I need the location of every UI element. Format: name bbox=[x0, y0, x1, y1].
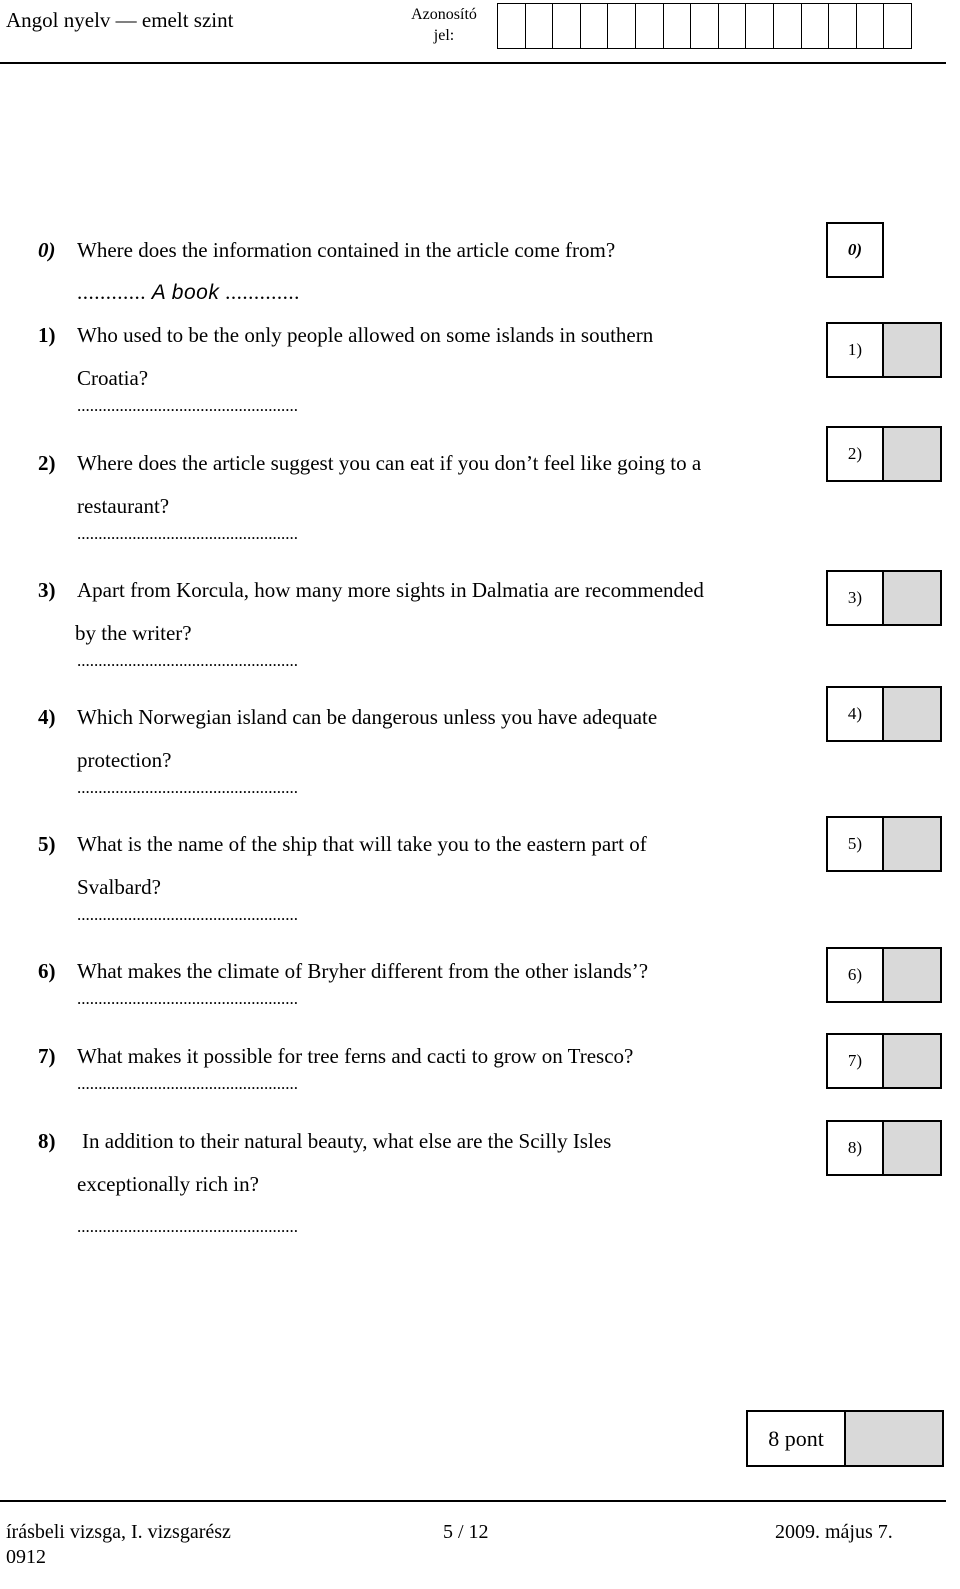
question-text-cont: restaurant? bbox=[77, 494, 170, 518]
question-5 bbox=[38, 830, 798, 924]
score-field[interactable] bbox=[884, 816, 942, 872]
score-field[interactable] bbox=[884, 322, 942, 378]
question-text-cont: protection? bbox=[77, 748, 172, 772]
question-text: Which Norwegian island can be dangerous unless you have adequate bbox=[77, 705, 658, 729]
id-box[interactable] bbox=[607, 3, 636, 49]
score-box-8 bbox=[826, 1120, 942, 1176]
score-box-6 bbox=[826, 947, 942, 1003]
footer-page-number: 5 / 12 bbox=[443, 1521, 489, 1543]
question-text: Who used to be the only people allowed on some islands in southern bbox=[77, 323, 654, 347]
id-box[interactable] bbox=[690, 3, 719, 49]
score-label: 2) bbox=[826, 426, 884, 482]
score-field[interactable] bbox=[884, 686, 942, 742]
score-label: 0) bbox=[826, 222, 884, 278]
score-label: 8) bbox=[826, 1120, 884, 1176]
id-box[interactable] bbox=[497, 3, 526, 49]
answer-line[interactable]: .................................................... bbox=[77, 1074, 298, 1093]
score-label: 5) bbox=[826, 816, 884, 872]
score-label: 7) bbox=[826, 1033, 884, 1089]
question-7 bbox=[38, 1042, 798, 1093]
id-box[interactable] bbox=[773, 3, 802, 49]
question-text: Where does the information contained in the article come from? bbox=[77, 238, 616, 262]
total-points-label: 8 pont bbox=[746, 1410, 846, 1467]
id-box[interactable] bbox=[801, 3, 830, 49]
id-label: Azonosító jel: bbox=[411, 6, 477, 44]
answer-dots: ............ bbox=[77, 280, 146, 304]
id-box[interactable] bbox=[828, 3, 857, 49]
question-text: Where does the article suggest you can eat if you don’t feel like going to a bbox=[77, 451, 702, 475]
id-box[interactable] bbox=[580, 3, 609, 49]
total-points-box bbox=[746, 1410, 944, 1467]
answer-line[interactable]: .................................................... bbox=[77, 778, 298, 797]
question-text-cont: exceptionally rich in? bbox=[77, 1172, 259, 1196]
answer-dots: ............. bbox=[225, 280, 300, 304]
answer-line[interactable]: .................................................... bbox=[77, 1217, 298, 1236]
question-1 bbox=[38, 321, 798, 415]
question-number: 6) bbox=[38, 959, 56, 983]
score-box-2 bbox=[826, 426, 942, 482]
question-text-cont: Croatia? bbox=[77, 366, 149, 390]
id-box[interactable] bbox=[856, 3, 885, 49]
id-boxes bbox=[497, 3, 911, 49]
id-box[interactable] bbox=[718, 3, 747, 49]
score-box-3 bbox=[826, 570, 942, 626]
score-label: 1) bbox=[826, 322, 884, 378]
answer-line[interactable]: .................................................... bbox=[77, 989, 298, 1008]
question-3 bbox=[38, 576, 818, 670]
total-points-field[interactable] bbox=[846, 1410, 944, 1467]
question-number: 5) bbox=[38, 832, 56, 856]
id-box[interactable] bbox=[663, 3, 692, 49]
question-text-cont: by the writer? bbox=[75, 621, 192, 645]
question-text: In addition to their natural beauty, what else are the Scilly Isles bbox=[82, 1129, 612, 1153]
score-box-0 bbox=[826, 222, 884, 278]
score-field[interactable] bbox=[884, 1120, 942, 1176]
question-number: 2) bbox=[38, 451, 56, 475]
question-number: 8) bbox=[38, 1129, 56, 1153]
question-text: What makes the climate of Bryher different from the other islands’? bbox=[77, 959, 649, 983]
score-field[interactable] bbox=[884, 570, 942, 626]
answer-line[interactable]: .................................................... bbox=[77, 524, 298, 543]
answer-line[interactable]: .................................................... bbox=[77, 396, 298, 415]
header-divider bbox=[0, 62, 946, 64]
question-text: Apart from Korcula, how many more sights in Dalmatia are recommended bbox=[77, 578, 704, 602]
footer-exam-part: írásbeli vizsga, I. vizsgarész bbox=[6, 1521, 231, 1543]
question-number: 1) bbox=[38, 323, 56, 347]
footer-code: 0912 bbox=[6, 1546, 46, 1568]
id-box[interactable] bbox=[745, 3, 774, 49]
exam-subject-title: Angol nyelv — emelt szint bbox=[6, 8, 234, 32]
question-8 bbox=[38, 1127, 798, 1236]
score-label: 4) bbox=[826, 686, 884, 742]
answer-text: A book bbox=[151, 281, 220, 304]
score-box-1 bbox=[826, 322, 942, 378]
question-number: 3) bbox=[38, 578, 56, 602]
score-field[interactable] bbox=[884, 1033, 942, 1089]
id-box[interactable] bbox=[883, 3, 912, 49]
score-box-7 bbox=[826, 1033, 942, 1089]
id-box[interactable] bbox=[552, 3, 581, 49]
answer-line[interactable]: .................................................... bbox=[77, 905, 298, 924]
question-0 bbox=[38, 236, 616, 264]
question-6 bbox=[38, 957, 798, 1008]
question-4 bbox=[38, 703, 798, 797]
id-box[interactable] bbox=[635, 3, 664, 49]
score-field[interactable] bbox=[884, 947, 942, 1003]
example-answer bbox=[77, 280, 300, 305]
id-box[interactable] bbox=[525, 3, 554, 49]
question-text: What makes it possible for tree ferns and cacti to grow on Tresco? bbox=[77, 1044, 634, 1068]
question-number: 4) bbox=[38, 705, 56, 729]
question-number: 7) bbox=[38, 1044, 56, 1068]
question-text: What is the name of the ship that will take you to the eastern part of bbox=[77, 832, 647, 856]
score-box-4 bbox=[826, 686, 942, 742]
score-field[interactable] bbox=[884, 426, 942, 482]
score-label: 6) bbox=[826, 947, 884, 1003]
answer-line[interactable]: .................................................... bbox=[77, 651, 298, 670]
question-text-cont: Svalbard? bbox=[77, 875, 161, 899]
footer-date: 2009. május 7. bbox=[775, 1521, 893, 1543]
footer-divider bbox=[0, 1500, 946, 1502]
score-label: 3) bbox=[826, 570, 884, 626]
score-box-5 bbox=[826, 816, 942, 872]
question-2 bbox=[38, 449, 818, 543]
question-number: 0) bbox=[38, 238, 56, 262]
